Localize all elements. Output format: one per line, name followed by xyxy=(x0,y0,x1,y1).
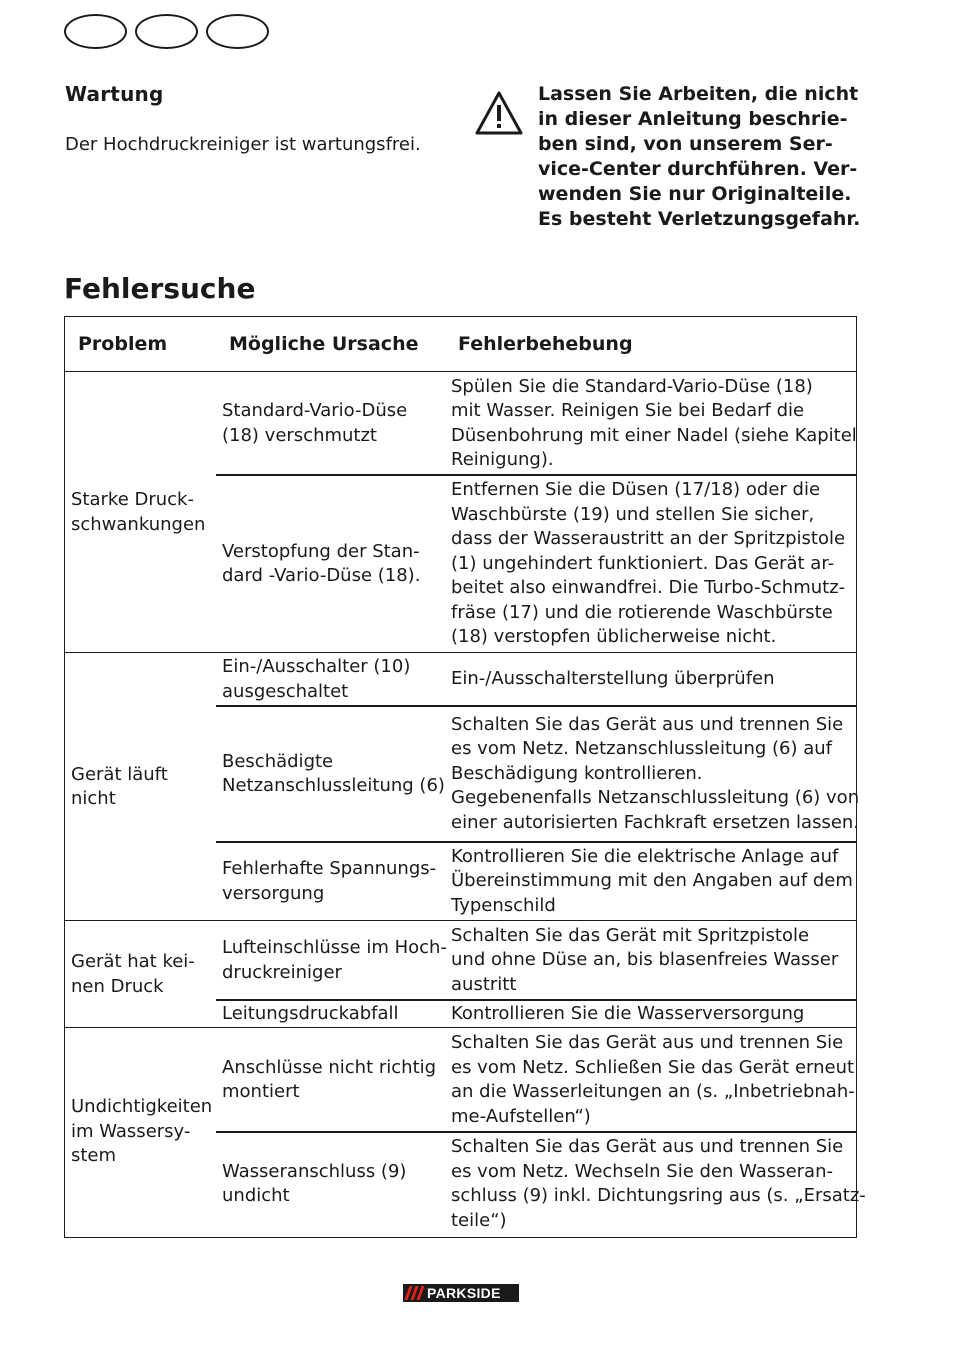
cell-line: me-Aufstellen“) xyxy=(451,1105,591,1127)
cell-line: Undichtigkeiten xyxy=(71,1096,213,1118)
warning-line: Es besteht Verletzungsgefahr. xyxy=(538,208,861,230)
problem-cell xyxy=(65,653,216,921)
cell-line: schwankungen xyxy=(71,513,206,535)
problem-cell xyxy=(65,1028,216,1236)
cell-line: Anschlüsse nicht richtig xyxy=(222,1056,437,1078)
cell-line: (18) verstopfen üblicherweise nicht. xyxy=(451,626,777,648)
parkside-logo xyxy=(403,1284,519,1302)
cell-line: und ohne Düse an, bis blasenfreies Wasser xyxy=(451,949,839,971)
cell-line: Ein-/Ausschalter (10) xyxy=(222,656,411,677)
cell-line: fräse (17) und die rotierende Waschbürste xyxy=(451,601,833,623)
cell-line: Beschädigung kontrollieren. xyxy=(451,762,703,784)
warning-triangle-icon xyxy=(474,90,524,136)
cause-cell xyxy=(216,372,445,475)
header-problem: Problem xyxy=(78,333,168,355)
cell-line: es vom Netz. Wechseln Sie den Wasseran- xyxy=(451,1160,833,1182)
cause-cell xyxy=(216,653,445,706)
cause-cell xyxy=(216,1028,445,1132)
cell-line: Waschbürste (19) und stellen Sie sicher, xyxy=(451,503,815,525)
cell-line: beitet also einwandfrei. Die Turbo-Schmutz- xyxy=(451,577,846,599)
cell-line: Beschädigte xyxy=(222,750,334,772)
cell-line: Reinigung). xyxy=(451,449,554,470)
cell-line: dard -Vario-Düse (18). xyxy=(222,565,421,586)
warning-line: in dieser Anleitung beschrie- xyxy=(538,108,848,130)
fix-cell xyxy=(445,921,856,1000)
cause-cell xyxy=(216,1000,445,1028)
fix-cell xyxy=(445,475,856,653)
cell-line: Starke Druck- xyxy=(71,489,194,510)
cell-line: Übereinstimmung mit den Angaben auf dem xyxy=(451,870,853,892)
cell-line: Kontrollieren Sie die elektrische Anlage auf xyxy=(451,845,839,867)
cell-line: es vom Netz. Schließen Sie das Gerät erneut xyxy=(451,1056,855,1078)
cell-line: Schalten Sie das Gerät aus und trennen Sie xyxy=(451,1136,844,1157)
warning-line: vice-Center durchführen. Ver- xyxy=(538,158,858,180)
language-oval-3 xyxy=(206,14,269,49)
language-ovals xyxy=(64,14,269,49)
problem-cell xyxy=(65,921,216,1028)
cell-line: Gegebenenfalls Netzanschlussleitung (6) von xyxy=(451,787,860,809)
cell-line: Düsenbohrung mit einer Nadel (siehe Kapitel xyxy=(451,424,857,446)
cell-line: teile“) xyxy=(451,1209,507,1231)
cell-line: mit Wasser. Reinigen Sie bei Bedarf die xyxy=(451,400,805,421)
cell-line: Schalten Sie das Gerät aus und trennen Sie xyxy=(451,1032,844,1053)
logo-brand: PARKSIDE xyxy=(427,1285,501,1301)
cell-line: Wasseranschluss (9) xyxy=(222,1160,407,1182)
cell-line: Spülen Sie die Standard-Vario-Düse (18) xyxy=(451,375,813,397)
cell-line: Netzanschlussleitung (6) xyxy=(222,775,445,796)
cell-line: versorgung xyxy=(222,882,325,904)
warning-text xyxy=(538,82,868,232)
cell-line: ausgeschaltet xyxy=(222,680,349,702)
cause-cell xyxy=(216,475,445,653)
language-oval-2 xyxy=(135,14,198,49)
cell-line: Gerät läuft xyxy=(71,763,168,785)
cell-line: Typenschild xyxy=(451,894,556,916)
fix-cell xyxy=(445,842,856,921)
cell-line: Lufteinschlüsse im Hoch- xyxy=(222,937,447,958)
cell-line: Schalten Sie das Gerät aus und trennen Sie xyxy=(451,713,844,735)
problem-cell xyxy=(65,372,216,653)
language-oval-1 xyxy=(64,14,127,49)
fix-cell xyxy=(445,706,860,842)
cell-line: nicht xyxy=(71,788,116,809)
cause-cell xyxy=(216,842,445,921)
cell-line: Kontrollieren Sie die Wasserversorgung xyxy=(451,1002,805,1024)
header-fix: Fehlerbehebung xyxy=(458,333,633,355)
cell-line: Leitungsdruckabfall xyxy=(222,1002,399,1024)
fehlersuche-heading: Fehlersuche xyxy=(64,272,256,305)
cause-cell xyxy=(216,1132,445,1236)
fix-cell xyxy=(445,1000,856,1028)
logo-stripes xyxy=(403,1284,425,1302)
troubleshooting-table xyxy=(64,316,866,1238)
cell-line: (18) verschmutzt xyxy=(222,424,377,446)
cell-line: einer autorisierten Fachkraft ersetzen lassen. xyxy=(451,811,860,833)
cell-line: druckreiniger xyxy=(222,961,342,983)
cell-line: montiert xyxy=(222,1081,300,1102)
fix-cell xyxy=(445,372,856,475)
cell-line: Gerät hat kei- xyxy=(71,951,195,972)
cell-line: stem xyxy=(71,1145,117,1167)
cell-line: dass der Wasseraustritt an der Spritzpistole xyxy=(451,528,846,550)
cell-line: Entfernen Sie die Düsen (17/18) oder die xyxy=(451,479,821,501)
cell-line: im Wassersy- xyxy=(71,1120,191,1142)
cell-line: undicht xyxy=(222,1185,290,1206)
cell-line: (1) ungehindert funktioniert. Das Gerät ar- xyxy=(451,552,835,574)
cell-line: an die Wasserleitungen an (s. „Inbetriebnah- xyxy=(451,1081,855,1102)
cell-line: Verstopfung der Stan- xyxy=(222,540,420,562)
fix-cell xyxy=(445,653,856,706)
cell-line: Ein-/Ausschalterstellung überprüfen xyxy=(451,668,775,690)
fix-cell xyxy=(445,1132,866,1236)
table-header xyxy=(65,317,856,372)
cell-line: austritt xyxy=(451,973,517,995)
cell-line: Fehlerhafte Spannungs- xyxy=(222,858,437,879)
wartung-heading: Wartung xyxy=(65,82,164,106)
cell-line: schluss (9) inkl. Dichtungsring aus (s. „Ersatz- xyxy=(451,1185,866,1206)
warning-line: wenden Sie nur Originalteile. xyxy=(538,183,852,205)
cell-line: nen Druck xyxy=(71,975,164,997)
header-cause: Mögliche Ursache xyxy=(229,333,419,355)
cell-line: Schalten Sie das Gerät mit Spritzpistole xyxy=(451,924,810,946)
wartung-text: Der Hochdruckreiniger ist wartungsfrei. xyxy=(65,134,421,155)
cause-cell xyxy=(216,921,445,1000)
warning-line: ben sind, von unserem Ser- xyxy=(538,133,833,155)
fix-cell xyxy=(445,1028,856,1132)
cell-line: Standard-Vario-Düse xyxy=(222,400,408,421)
warning-line: Lassen Sie Arbeiten, die nicht xyxy=(538,83,859,105)
cause-cell xyxy=(216,706,445,842)
cell-line: es vom Netz. Netzanschlussleitung (6) auf xyxy=(451,738,833,760)
